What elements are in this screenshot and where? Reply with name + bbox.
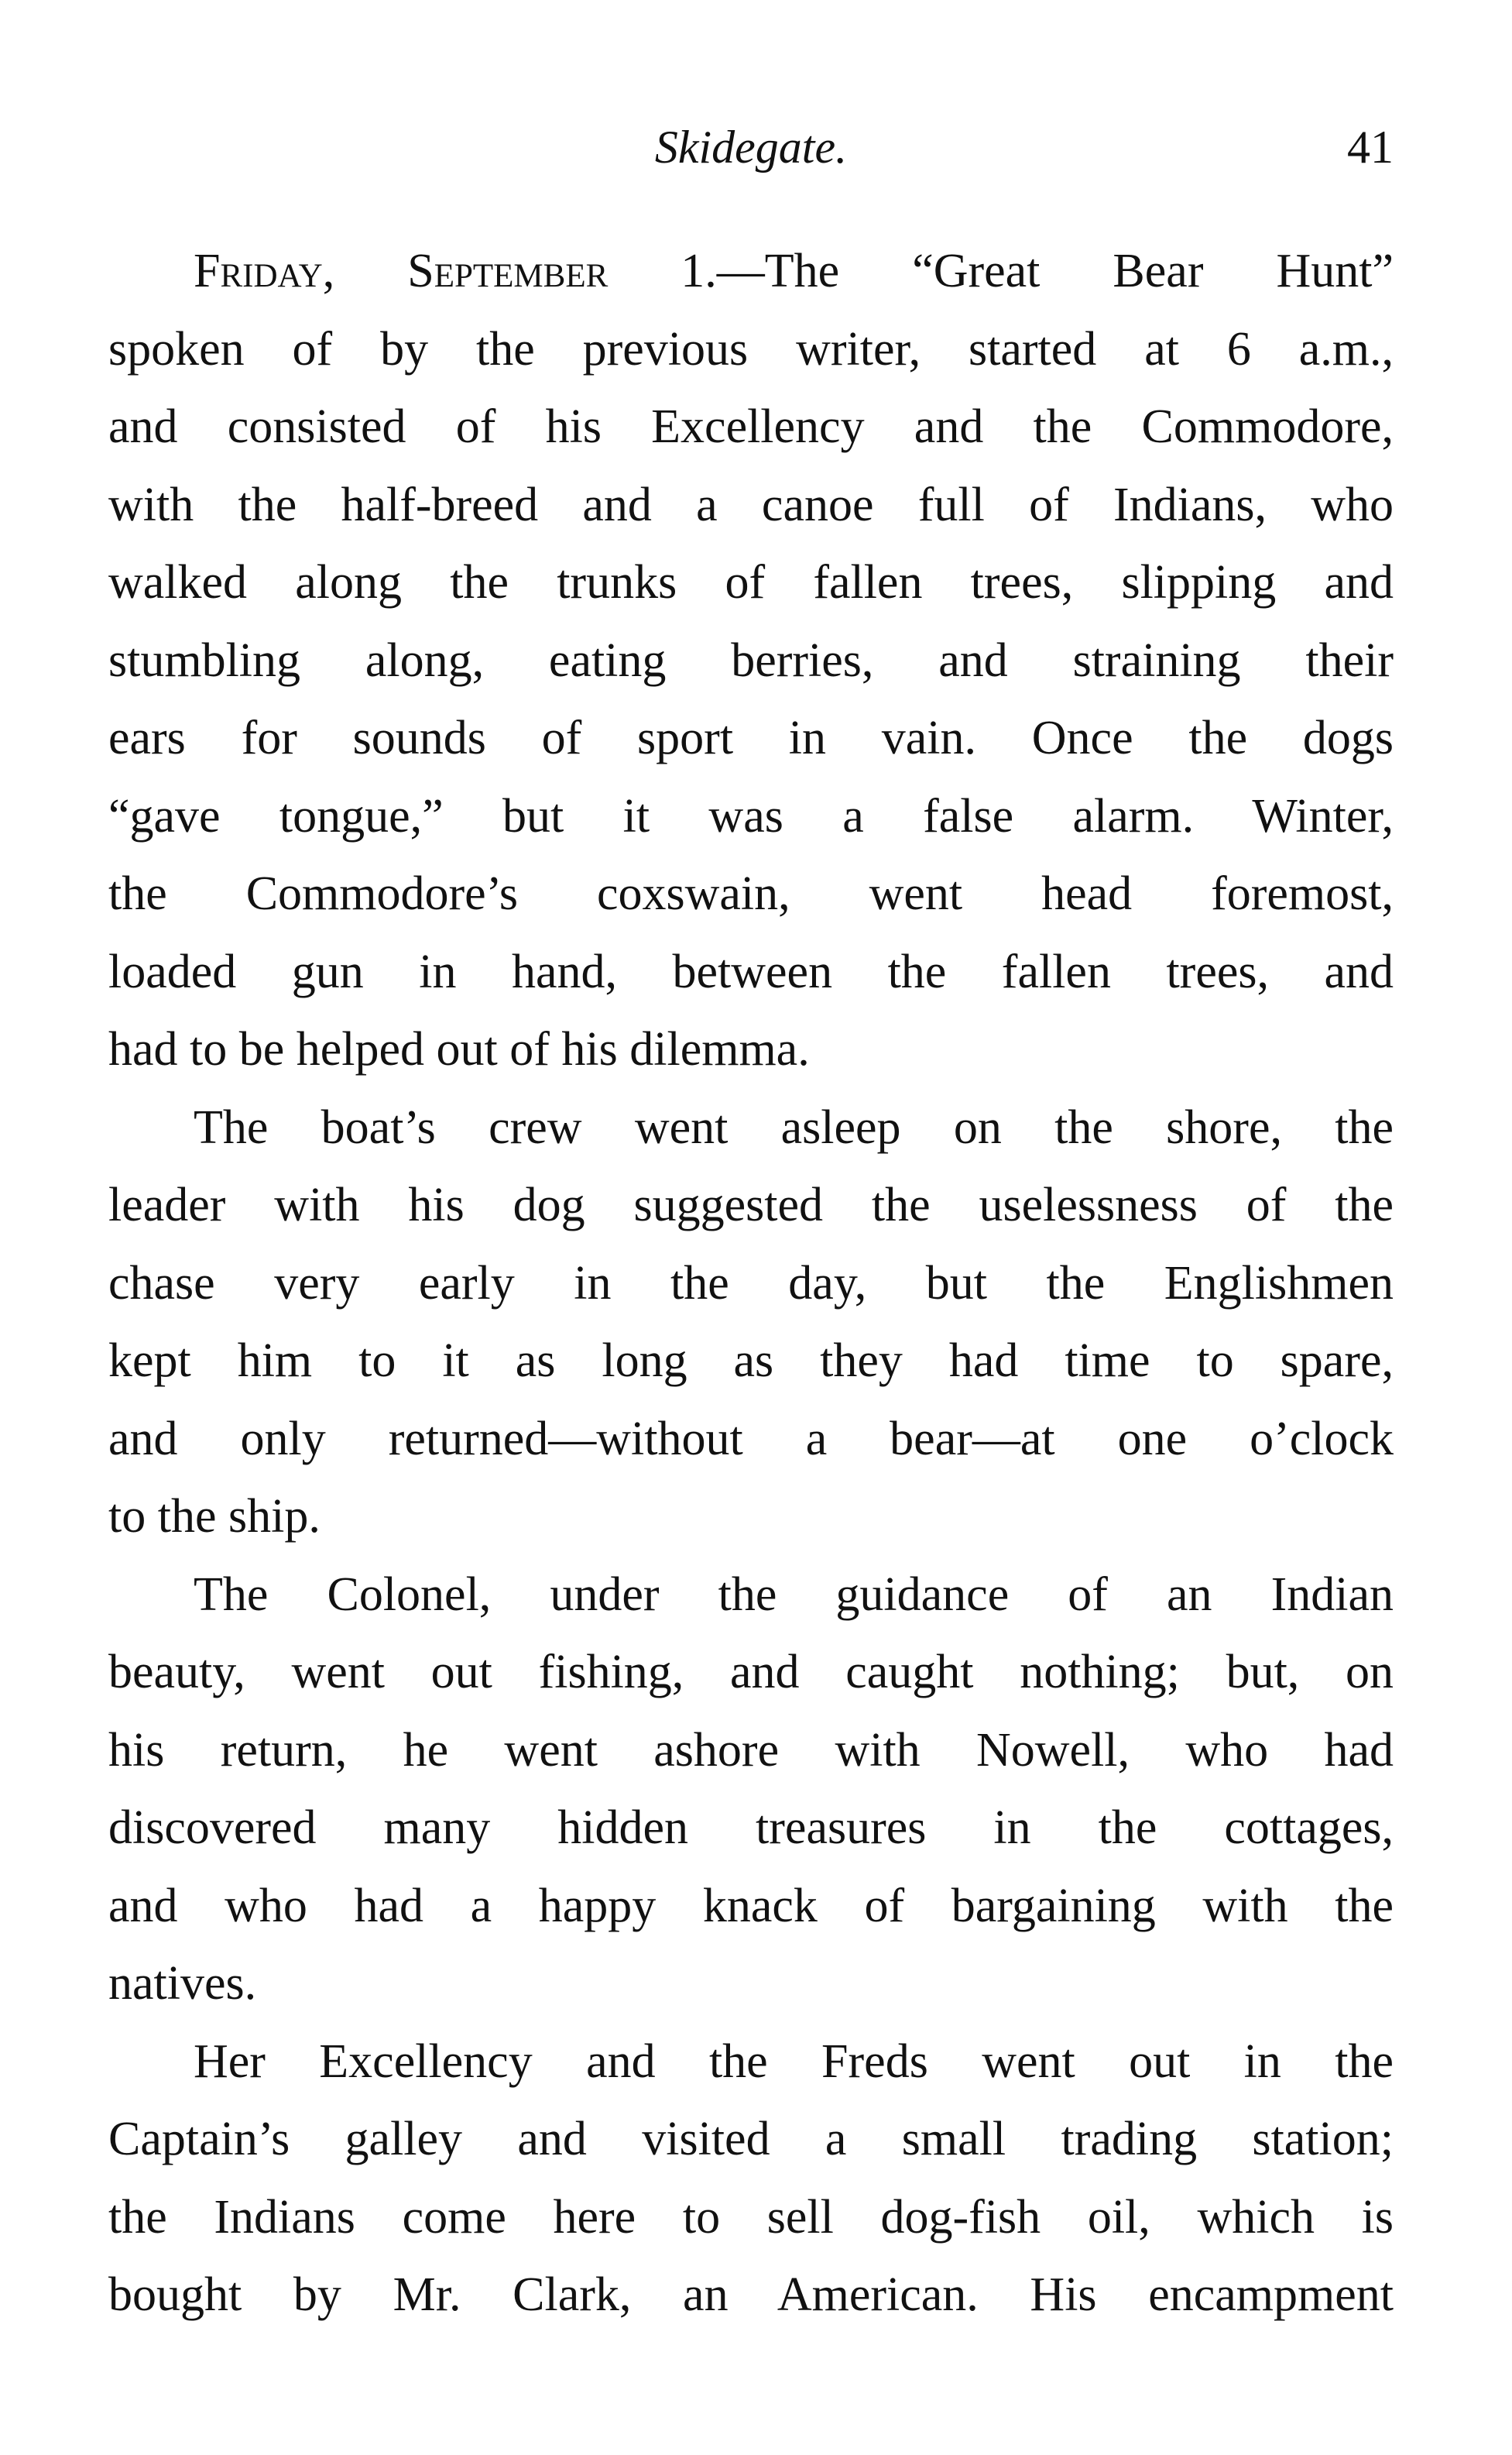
date-lead: Friday, September 1. xyxy=(194,245,717,297)
paragraph-line: Captain’s galley and visited a small trading station; xyxy=(108,2113,1394,2165)
paragraph-line: chase very early in the day, but the Englishmen xyxy=(108,1256,1394,1310)
paragraph xyxy=(108,1556,1394,2023)
paragraph-line: beauty, went out fishing, and caught nothing; but, on xyxy=(108,1646,1394,1698)
paragraph-line: The Colonel, under the guidance of an Indian xyxy=(194,1567,1394,1621)
paragraph-line: and consisted of his Excellency and the Commodore, xyxy=(108,400,1394,453)
paragraph-line: loaded gun in hand, between the fallen trees, and xyxy=(108,945,1394,998)
running-title: Skidegate. xyxy=(654,122,848,173)
paragraph-line: the Commodore’s coxswain, went head foremost, xyxy=(108,867,1394,920)
paragraph-line: Friday, September 1.—The “Great Bear Hunt” xyxy=(194,245,1394,297)
paragraph-line: and only returned—without a bear—at one o’clock xyxy=(108,1412,1394,1465)
paragraph xyxy=(108,2023,1394,2334)
paragraph-line: bought by Mr. Clark, an American. His encampment xyxy=(108,2268,1394,2321)
running-head xyxy=(108,116,1394,178)
paragraph-line: had to be helped out of his dilemma. xyxy=(108,1023,810,1076)
paragraph-line: his return, he went ashore with Nowell, who had xyxy=(108,1723,1394,1777)
paragraph-line: the Indians come here to sell dog-fish oil, which is xyxy=(108,2190,1394,2244)
paragraph-line: to the ship. xyxy=(108,1490,321,1543)
paragraph-line: The boat’s crew went asleep on the shore, the xyxy=(194,1100,1394,1154)
paragraph-line: walked along the trunks of fallen trees, slipping and xyxy=(108,556,1394,609)
paragraph-line: spoken of by the previous writer, started at 6 a.m., xyxy=(108,322,1394,376)
paragraph-line: kept him to it as long as they had time to spare, xyxy=(108,1334,1394,1387)
paragraph-line: leader with his dog suggested the uselessness of the xyxy=(108,1179,1394,1231)
paragraph xyxy=(108,232,1394,1089)
paragraph-line: with the half-breed and a canoe full of Indians, who xyxy=(108,478,1394,531)
paragraph-line: discovered many hidden treasures in the cottages, xyxy=(108,1801,1394,1854)
paragraph-line: stumbling along, eating berries, and straining their xyxy=(108,633,1394,687)
paragraph xyxy=(108,1089,1394,1556)
paragraph-line: ears for sounds of sport in vain. Once the dogs xyxy=(108,712,1394,764)
body-text xyxy=(108,232,1394,2334)
paragraph-line: and who had a happy knack of bargaining with the xyxy=(108,1879,1394,1932)
page-number: 41 xyxy=(1347,122,1394,173)
paragraph-line: natives. xyxy=(108,1957,257,2010)
paragraph-line: Her Excellency and the Freds went out in the xyxy=(194,2034,1394,2088)
paragraph-line: “gave tongue,” but it was a false alarm. Winter, xyxy=(108,789,1394,843)
